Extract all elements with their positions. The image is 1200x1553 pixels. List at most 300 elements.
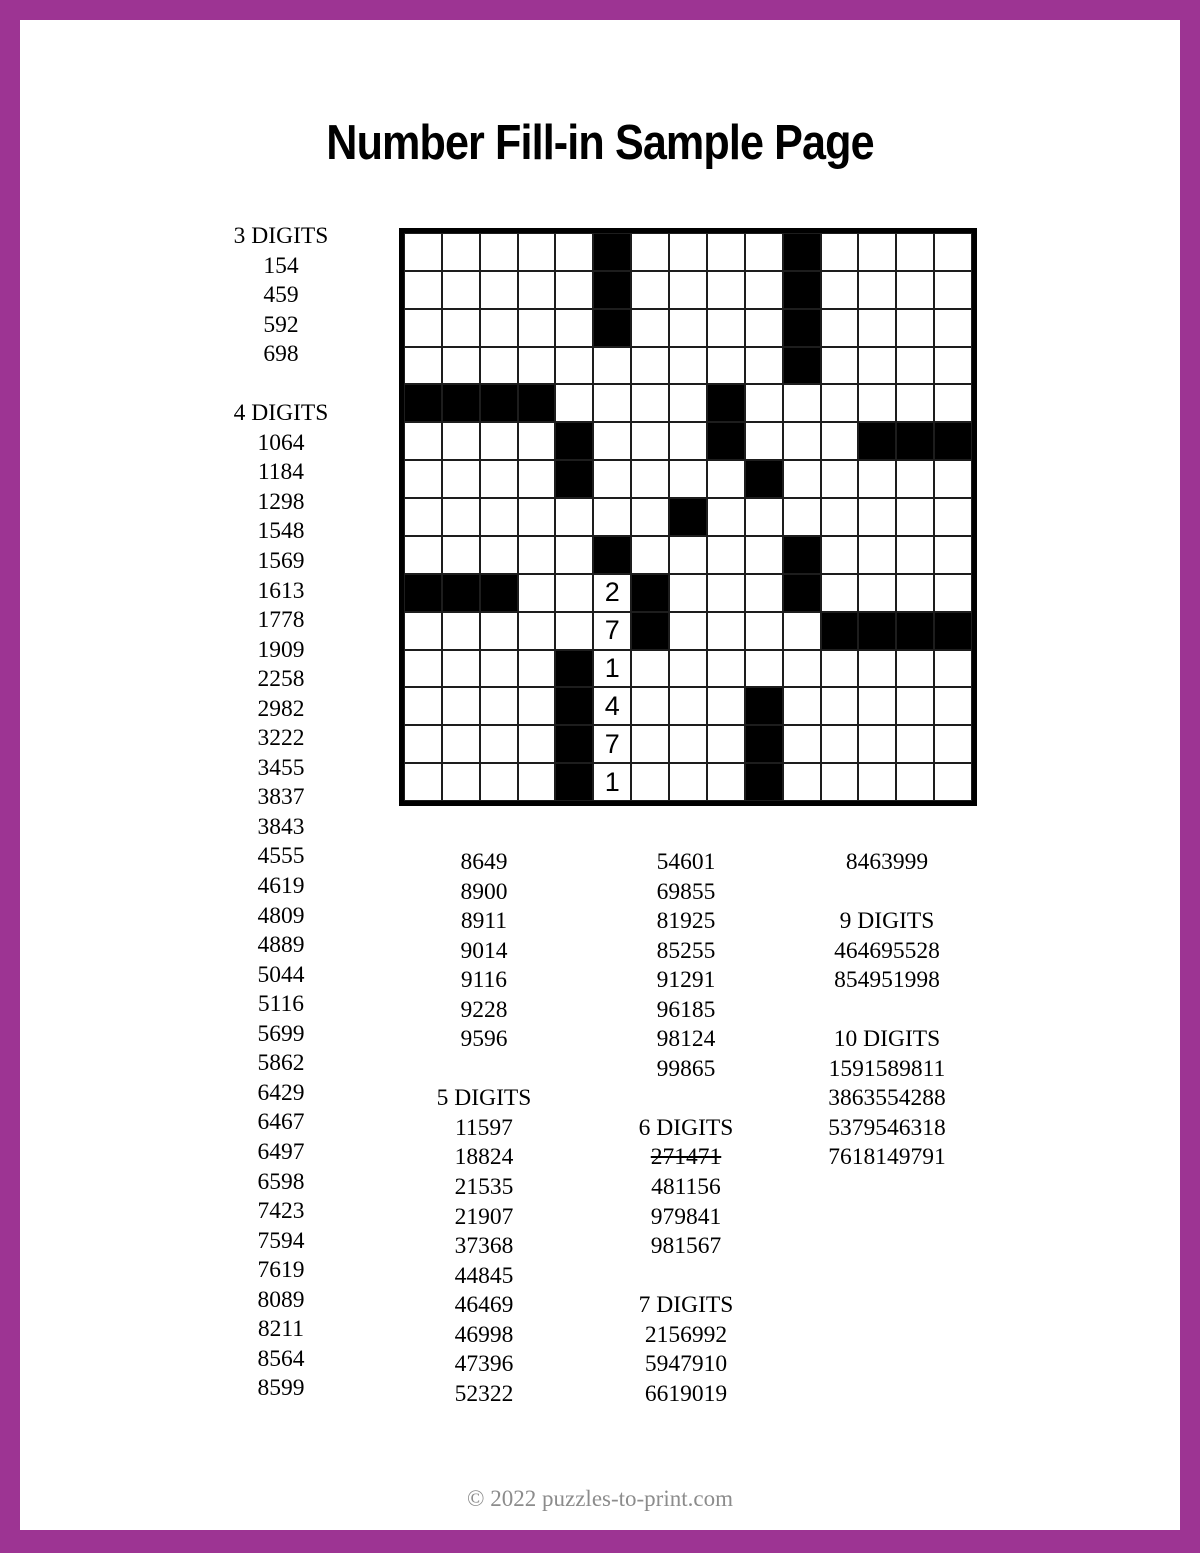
grid-cell[interactable]	[745, 384, 783, 422]
list-number: 47396	[454, 1351, 514, 1378]
grid-cell-black	[404, 384, 442, 422]
grid-cell[interactable]	[593, 422, 631, 460]
grid-cell[interactable]	[707, 650, 745, 688]
grid-cell[interactable]	[518, 687, 556, 725]
grid-cell[interactable]	[669, 422, 707, 460]
grid-cell[interactable]	[707, 498, 745, 536]
grid-cell[interactable]	[707, 271, 745, 309]
grid-cell[interactable]	[404, 687, 442, 725]
grid-cell[interactable]	[631, 460, 669, 498]
grid-cell[interactable]	[442, 309, 480, 347]
grid-cell[interactable]	[896, 574, 934, 612]
grid-cell[interactable]	[934, 687, 972, 725]
grid-cell-black	[555, 650, 593, 688]
grid-cell[interactable]	[442, 271, 480, 309]
list-group-header: 7 DIGITS	[638, 1292, 734, 1319]
list-number: 698	[263, 341, 299, 368]
grid-cell[interactable]	[707, 460, 745, 498]
list-number: 98124	[656, 1026, 716, 1053]
grid-cell[interactable]	[480, 650, 518, 688]
grid-cell[interactable]	[518, 612, 556, 650]
grid-cell[interactable]	[858, 233, 896, 271]
grid-cell[interactable]	[858, 271, 896, 309]
list-number: 5699	[257, 1020, 305, 1047]
list-number: 4809	[257, 902, 305, 929]
puzzle-grid	[399, 228, 977, 806]
grid-cell[interactable]	[593, 498, 631, 536]
grid-cell[interactable]	[404, 650, 442, 688]
list-number: 3222	[257, 725, 305, 752]
grid-cell-black	[518, 384, 556, 422]
grid-cell[interactable]	[631, 233, 669, 271]
list-number: 8911	[460, 908, 508, 935]
grid-cell-given[interactable]: 1	[593, 650, 631, 688]
grid-cell[interactable]	[745, 271, 783, 309]
grid-cell[interactable]	[858, 460, 896, 498]
grid-cell[interactable]	[896, 763, 934, 801]
grid-cell[interactable]	[783, 422, 821, 460]
grid-cell[interactable]	[518, 460, 556, 498]
list-number: 459	[263, 282, 299, 309]
grid-cell[interactable]	[934, 233, 972, 271]
list-number: 7619	[257, 1257, 305, 1284]
grid-cell[interactable]	[669, 725, 707, 763]
list-number: 91291	[656, 967, 716, 994]
grid-cell-given[interactable]: 4	[593, 687, 631, 725]
grid-cell[interactable]	[442, 460, 480, 498]
grid-cell[interactable]	[821, 384, 859, 422]
grid-cell[interactable]	[555, 309, 593, 347]
list-number: 4555	[257, 843, 305, 870]
grid-cell[interactable]	[669, 233, 707, 271]
grid-cell[interactable]	[518, 309, 556, 347]
grid-cell[interactable]	[858, 498, 896, 536]
page-title: Number Fill-in Sample Page	[326, 115, 874, 170]
grid-cell[interactable]	[480, 687, 518, 725]
grid-cell[interactable]	[896, 650, 934, 688]
grid-cell[interactable]	[934, 763, 972, 801]
list-number: 8089	[257, 1286, 305, 1313]
grid-cell[interactable]	[896, 536, 934, 574]
grid-cell-black	[783, 309, 821, 347]
grid-cell-black	[934, 422, 972, 460]
grid-cell[interactable]	[821, 347, 859, 385]
grid-cell[interactable]	[783, 725, 821, 763]
grid-cell[interactable]	[934, 498, 972, 536]
grid-cell[interactable]	[745, 650, 783, 688]
list-number: 21535	[454, 1174, 514, 1201]
grid-cell[interactable]	[442, 422, 480, 460]
list-number: 6429	[257, 1079, 305, 1106]
list-number: 8211	[257, 1316, 305, 1343]
grid-cell-black	[858, 612, 896, 650]
grid-cell[interactable]	[783, 498, 821, 536]
grid-cell-black	[480, 574, 518, 612]
grid-cell[interactable]	[821, 233, 859, 271]
grid-cell[interactable]	[934, 725, 972, 763]
grid-cell[interactable]	[821, 271, 859, 309]
grid-cell[interactable]	[631, 536, 669, 574]
grid-cell[interactable]	[518, 725, 556, 763]
grid-cell[interactable]	[745, 233, 783, 271]
grid-cell[interactable]	[404, 498, 442, 536]
list-group-header: 6 DIGITS	[638, 1114, 734, 1141]
grid-cell-black	[707, 422, 745, 460]
grid-cell[interactable]	[896, 460, 934, 498]
grid-cell[interactable]	[934, 309, 972, 347]
grid-cell[interactable]	[631, 384, 669, 422]
grid-cell[interactable]	[821, 536, 859, 574]
grid-cell-given[interactable]: 2	[593, 574, 631, 612]
list-number: 4889	[257, 932, 305, 959]
list-group-header: 9 DIGITS	[839, 908, 935, 935]
list-number: 8649	[460, 849, 508, 875]
list-number: 1569	[257, 548, 305, 575]
grid-cell[interactable]	[707, 763, 745, 801]
grid-cell[interactable]	[821, 725, 859, 763]
grid-cell[interactable]	[669, 347, 707, 385]
list-number: 1298	[257, 488, 305, 515]
grid-cell[interactable]	[631, 422, 669, 460]
list-number: 46469	[454, 1292, 514, 1319]
grid-cell[interactable]	[896, 233, 934, 271]
grid-cell[interactable]	[631, 650, 669, 688]
list-spacer	[767, 878, 1007, 908]
grid-cell[interactable]	[442, 612, 480, 650]
grid-cell[interactable]	[442, 650, 480, 688]
grid-cell[interactable]	[669, 650, 707, 688]
grid-cell[interactable]	[821, 309, 859, 347]
list-number: 3863554288	[828, 1085, 946, 1112]
list-number: 44845	[454, 1262, 514, 1289]
grid-cell[interactable]	[442, 498, 480, 536]
grid-cell[interactable]	[555, 536, 593, 574]
grid-cell-black	[745, 687, 783, 725]
grid-cell[interactable]	[480, 271, 518, 309]
number-list-column-4	[767, 848, 1007, 1173]
grid-cell[interactable]	[934, 650, 972, 688]
grid-cell-black	[783, 574, 821, 612]
grid-cell[interactable]	[593, 347, 631, 385]
list-number: 3843	[257, 813, 305, 840]
grid-cell[interactable]	[631, 763, 669, 801]
grid-cell[interactable]	[821, 763, 859, 801]
grid-cell[interactable]	[896, 498, 934, 536]
list-number: 8463999	[845, 849, 929, 875]
grid-cell[interactable]	[745, 574, 783, 612]
list-number: 464695528	[834, 937, 940, 964]
grid-cell[interactable]	[745, 422, 783, 460]
grid-cell[interactable]	[631, 347, 669, 385]
grid-cell[interactable]	[707, 309, 745, 347]
grid-cell[interactable]	[669, 384, 707, 422]
grid-cell[interactable]	[745, 536, 783, 574]
grid-cell[interactable]	[480, 498, 518, 536]
list-number: 52322	[454, 1380, 514, 1407]
grid-cell[interactable]	[631, 725, 669, 763]
grid-cell[interactable]	[404, 460, 442, 498]
grid-cell[interactable]	[934, 271, 972, 309]
list-number: 271471	[650, 1144, 722, 1171]
grid-cell[interactable]	[669, 687, 707, 725]
grid-cell[interactable]	[858, 650, 896, 688]
grid-cell[interactable]	[821, 498, 859, 536]
grid-cell-given[interactable]: 7	[593, 612, 631, 650]
grid-cell-black	[896, 422, 934, 460]
grid-cell[interactable]	[821, 650, 859, 688]
grid-cell[interactable]	[896, 309, 934, 347]
list-number: 21907	[454, 1203, 514, 1230]
list-number: 6497	[257, 1138, 305, 1165]
list-number: 69855	[656, 878, 716, 905]
list-number: 6467	[257, 1109, 305, 1136]
grid-cell[interactable]	[593, 460, 631, 498]
grid-cell[interactable]	[858, 536, 896, 574]
grid-cell-black	[593, 536, 631, 574]
grid-cell-black	[783, 536, 821, 574]
grid-cell[interactable]	[707, 233, 745, 271]
grid-cell-black	[593, 309, 631, 347]
grid-cell[interactable]	[555, 498, 593, 536]
grid-cell[interactable]	[555, 233, 593, 271]
grid-cell[interactable]	[745, 309, 783, 347]
list-number: 85255	[656, 937, 716, 964]
grid-cell[interactable]	[858, 347, 896, 385]
grid-cell[interactable]	[480, 347, 518, 385]
grid-cell[interactable]	[480, 536, 518, 574]
grid-cell[interactable]	[404, 309, 442, 347]
list-number: 4619	[257, 873, 305, 900]
list-number: 1591589811	[828, 1055, 946, 1082]
list-number: 9596	[460, 1026, 508, 1053]
grid-cell[interactable]	[518, 536, 556, 574]
list-number: 1064	[257, 429, 305, 456]
grid-cell-black	[745, 460, 783, 498]
list-number: 854951998	[834, 967, 940, 994]
list-number: 37368	[454, 1233, 514, 1260]
list-number: 2258	[257, 666, 305, 693]
grid-cell[interactable]	[518, 271, 556, 309]
grid-cell[interactable]	[442, 687, 480, 725]
grid-cell[interactable]	[480, 612, 518, 650]
grid-cell-black	[896, 612, 934, 650]
grid-cell[interactable]	[821, 460, 859, 498]
grid-cell[interactable]	[783, 460, 821, 498]
grid-cell-black	[555, 687, 593, 725]
list-number: 8599	[257, 1375, 305, 1402]
grid-cell-black	[745, 725, 783, 763]
grid-cell[interactable]	[404, 612, 442, 650]
list-number: 5044	[257, 961, 305, 988]
grid-cell[interactable]	[669, 763, 707, 801]
list-number: 8564	[257, 1345, 305, 1372]
list-spacer	[767, 996, 1007, 1026]
grid-cell[interactable]	[669, 460, 707, 498]
grid-cell[interactable]	[480, 460, 518, 498]
grid-cell[interactable]	[480, 422, 518, 460]
grid-cell-black	[631, 574, 669, 612]
grid-cell[interactable]	[631, 271, 669, 309]
grid-cell[interactable]	[707, 347, 745, 385]
list-spacer	[161, 370, 401, 400]
list-number: 8900	[460, 878, 508, 905]
grid-cell[interactable]	[858, 687, 896, 725]
list-number: 5116	[257, 991, 305, 1018]
grid-cell[interactable]	[555, 574, 593, 612]
list-number: 1909	[257, 636, 305, 663]
grid-cell[interactable]	[518, 650, 556, 688]
grid-cell[interactable]	[707, 536, 745, 574]
grid-cell-black	[480, 384, 518, 422]
list-number: 1184	[257, 459, 305, 486]
grid-cell[interactable]	[821, 422, 859, 460]
list-number: 5862	[257, 1050, 305, 1077]
list-number: 3837	[257, 784, 305, 811]
list-number: 9228	[460, 996, 508, 1023]
grid-cell-given[interactable]: 7	[593, 725, 631, 763]
grid-cell[interactable]	[518, 763, 556, 801]
grid-cell[interactable]	[858, 725, 896, 763]
grid-cell[interactable]	[858, 574, 896, 612]
list-number: 96185	[656, 996, 716, 1023]
grid-cell-black	[783, 271, 821, 309]
list-number: 46998	[454, 1321, 514, 1348]
grid-cell[interactable]	[518, 422, 556, 460]
list-number: 9116	[460, 967, 508, 994]
grid-cell[interactable]	[518, 574, 556, 612]
grid-cell[interactable]	[783, 763, 821, 801]
grid-cell[interactable]	[404, 271, 442, 309]
list-number: 7594	[257, 1227, 305, 1254]
grid-cell-black	[669, 498, 707, 536]
list-number: 1548	[257, 518, 305, 545]
list-number: 2982	[257, 695, 305, 722]
grid-cell[interactable]	[821, 574, 859, 612]
grid-cell[interactable]	[934, 347, 972, 385]
grid-cell[interactable]	[707, 725, 745, 763]
grid-cell[interactable]	[404, 763, 442, 801]
grid-cell[interactable]	[631, 309, 669, 347]
grid-cell[interactable]	[518, 233, 556, 271]
grid-cell[interactable]	[896, 687, 934, 725]
list-number: 592	[263, 311, 299, 338]
list-number: 9014	[460, 937, 508, 964]
grid-cell[interactable]	[707, 687, 745, 725]
grid-cell[interactable]	[442, 347, 480, 385]
grid-cell[interactable]	[896, 271, 934, 309]
grid-cell[interactable]	[631, 687, 669, 725]
grid-cell[interactable]	[745, 347, 783, 385]
copyright-footer: © 2022 puzzles-to-print.com	[467, 1486, 733, 1511]
grid-cell[interactable]	[404, 233, 442, 271]
grid-cell[interactable]	[555, 347, 593, 385]
grid-cell[interactable]	[555, 384, 593, 422]
list-number: 1613	[257, 577, 305, 604]
grid-cell[interactable]	[442, 233, 480, 271]
grid-cell[interactable]	[669, 536, 707, 574]
grid-cell[interactable]	[404, 422, 442, 460]
grid-cell[interactable]	[593, 384, 631, 422]
list-number: 3455	[257, 754, 305, 781]
grid-cell[interactable]	[858, 763, 896, 801]
grid-cell[interactable]	[442, 725, 480, 763]
list-number: 81925	[656, 908, 716, 935]
list-group-header: 4 DIGITS	[233, 400, 329, 427]
grid-cell[interactable]	[858, 384, 896, 422]
grid-cell[interactable]	[669, 612, 707, 650]
grid-cell[interactable]	[669, 271, 707, 309]
grid-cell[interactable]	[404, 725, 442, 763]
grid-cell-black	[631, 612, 669, 650]
grid-cell-black	[934, 612, 972, 650]
grid-cell[interactable]	[783, 612, 821, 650]
grid-cell[interactable]	[669, 309, 707, 347]
grid-cell[interactable]	[669, 574, 707, 612]
grid-cell-given[interactable]: 1	[593, 763, 631, 801]
list-spacer	[566, 1262, 806, 1292]
list-number: 7618149791	[828, 1144, 946, 1171]
grid-cell-black	[858, 422, 896, 460]
grid-cell[interactable]	[555, 612, 593, 650]
grid-cell[interactable]	[442, 763, 480, 801]
grid-cell-black	[442, 574, 480, 612]
grid-cell[interactable]	[896, 725, 934, 763]
grid-cell[interactable]	[404, 347, 442, 385]
grid-cell[interactable]	[707, 612, 745, 650]
grid-cell[interactable]	[480, 763, 518, 801]
grid-cell[interactable]	[480, 233, 518, 271]
grid-cell[interactable]	[934, 384, 972, 422]
grid-cell-black	[555, 725, 593, 763]
grid-cell-black	[555, 422, 593, 460]
grid-cell[interactable]	[480, 725, 518, 763]
grid-cell[interactable]	[896, 384, 934, 422]
list-number: 2156992	[644, 1321, 728, 1348]
grid-cell[interactable]	[821, 687, 859, 725]
grid-cell-black	[783, 233, 821, 271]
grid-cell[interactable]	[783, 384, 821, 422]
grid-cell[interactable]	[518, 347, 556, 385]
grid-cell[interactable]	[480, 309, 518, 347]
grid-cell-black	[745, 763, 783, 801]
grid-cell[interactable]	[934, 574, 972, 612]
grid-cell[interactable]	[442, 536, 480, 574]
grid-cell[interactable]	[555, 271, 593, 309]
list-number: 6619019	[644, 1380, 728, 1407]
grid-cell[interactable]	[707, 574, 745, 612]
grid-cell-black	[404, 574, 442, 612]
grid-cell[interactable]	[783, 687, 821, 725]
grid-cell[interactable]	[858, 309, 896, 347]
grid-cell-black	[707, 384, 745, 422]
grid-cell-black	[593, 233, 631, 271]
grid-cell[interactable]	[896, 347, 934, 385]
grid-cell[interactable]	[745, 612, 783, 650]
list-number: 99865	[656, 1055, 716, 1082]
grid-cell-black	[442, 384, 480, 422]
grid-cell[interactable]	[631, 498, 669, 536]
grid-cell[interactable]	[934, 536, 972, 574]
list-number: 1778	[257, 607, 305, 634]
grid-cell[interactable]	[404, 536, 442, 574]
grid-cell[interactable]	[783, 650, 821, 688]
grid-cell[interactable]	[518, 498, 556, 536]
list-number: 54601	[656, 849, 716, 875]
grid-cell[interactable]	[745, 498, 783, 536]
grid-cell-black	[821, 612, 859, 650]
grid-cell[interactable]	[934, 460, 972, 498]
list-number: 5379546318	[828, 1114, 946, 1141]
